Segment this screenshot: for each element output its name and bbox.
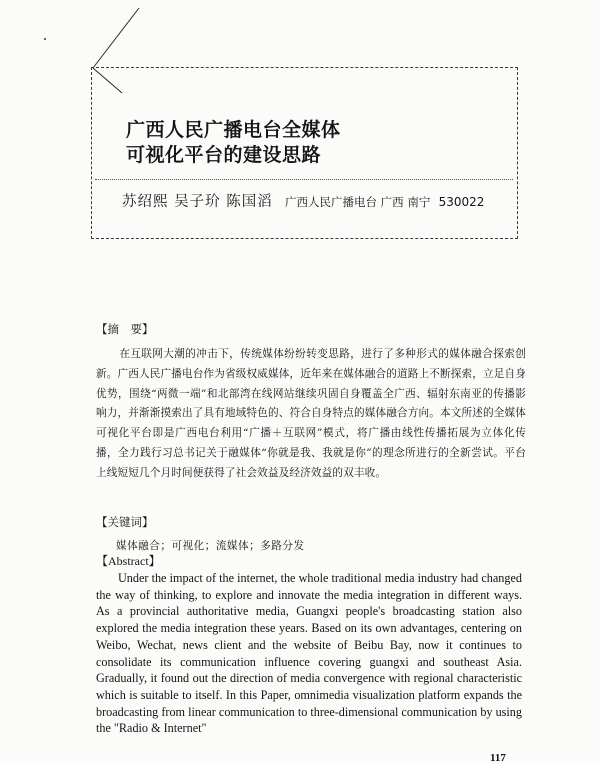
- affiliation: 广西人民广播电台 广西 南宁: [285, 195, 431, 209]
- title-line-1: 广西人民广播电台全媒体: [126, 119, 341, 141]
- scan-speck: [44, 38, 46, 40]
- article-title: [126, 118, 486, 168]
- abstract-label: 【Abstract】: [96, 554, 161, 568]
- keywords-label: 【关键词】: [96, 515, 154, 529]
- summary-text: 在互联网大潮的冲击下，传统媒体纷纷转变思路，进行了多种形式的媒体融合探索创新。广西人民广播电台作为省级权威媒体，近年来在媒体融合的道路上不断探索，立足自身优势，围绕“两微一端”和北部湾在线网站继续巩固自身覆盖全广西、辐射东南亚的传播影响力，并渐渐摸索出了具有地域特色的、符合自身特点的媒体融合方向。本文所述的全媒体可视化平台即是广西电台利用“广播＋互联网”模式，将广播由线性传播拓展为立体化传播，全力践行习总书记关于融媒体“你就是我、我就是你”的理念所进行的全新尝试。平台上线短短几个月时间便获得了社会效益及经济效益的双丰收。: [96, 348, 526, 479]
- authors: 苏绍熙 吴子玠 陈国滔: [122, 194, 273, 210]
- keywords-text: 媒体融合；可视化；流媒体；多路分发: [116, 540, 305, 552]
- postcode: 530022: [438, 195, 485, 209]
- page-number: 117: [490, 752, 506, 764]
- byline: [122, 190, 517, 211]
- title-line-2: 可视化平台的建设思路: [126, 144, 322, 166]
- title-separator: [95, 179, 513, 180]
- abstract-text: Under the impact of the internet, the whole traditional media industry had changed the way of thinking, to explore and innovate the media integration in different ways. As a provincial authoritative media, Guangxi people's broadcasting station also explored the media integration these years. Based on its own advantages, centering on Weibo, Wechat, news client and the website of Beibu Bay, now it continues to consolidate its communication influence covering guangxi and southeast Asia. Gradually, it found out the direction of media convergence with regional characteristic which is suitable to itself. In this Paper, omnimedia visualization platform expands the broadcasting from linear communication to three-dimensional communication by using the "Radio & Internet": [96, 571, 522, 736]
- summary-label: 【摘 要】: [96, 322, 154, 336]
